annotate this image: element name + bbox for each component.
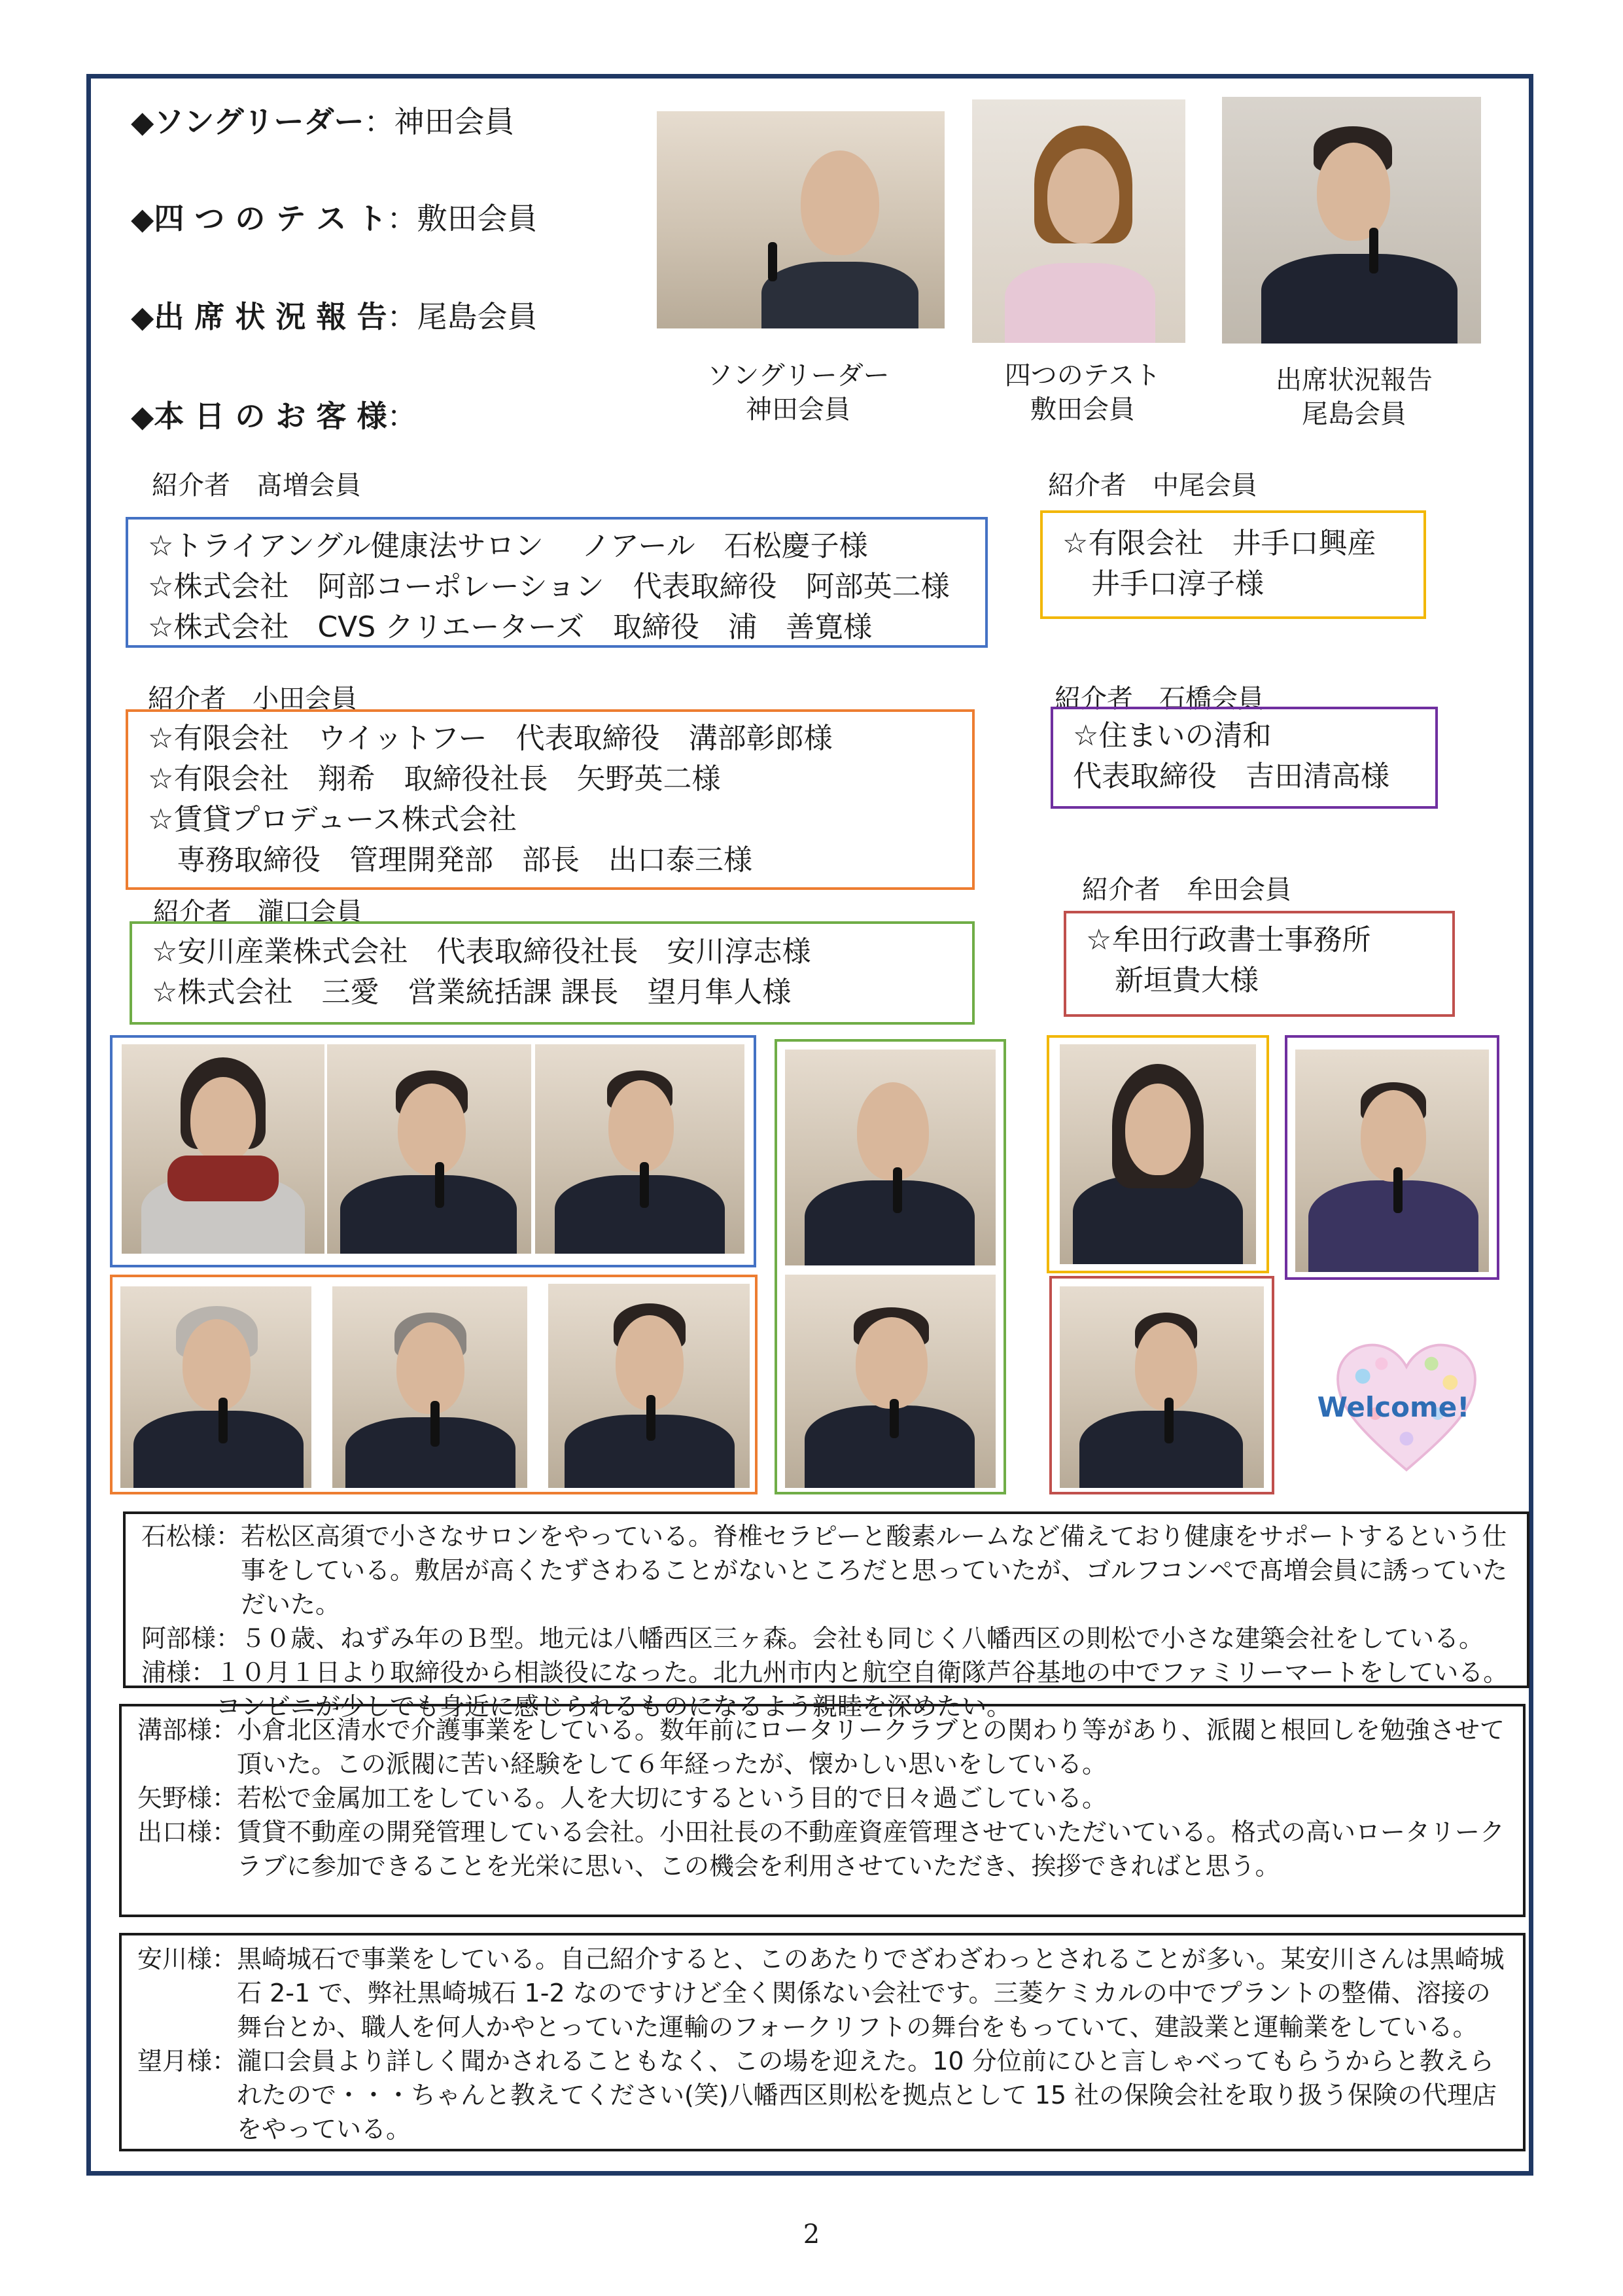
introducer-oda: 紹介者 小田会員 bbox=[148, 684, 357, 714]
guest-photo-mizobe bbox=[120, 1286, 311, 1488]
attendance-report-caption: 出席状況報告 尾島会員 bbox=[1276, 365, 1433, 429]
comment-row: 矢野様： 若松で金属加工をしている。人を大切にするという目的で日々過ごしている。 bbox=[137, 1784, 1108, 1812]
guest-box-nakao bbox=[1040, 510, 1426, 619]
guest-photo-yoshida bbox=[1295, 1050, 1489, 1272]
four-way-test-caption: 四つのテスト 敷田会員 bbox=[1004, 361, 1161, 425]
song-leader-caption: ソングリーダー 神田会員 bbox=[707, 361, 890, 425]
welcome-heart-image bbox=[1289, 1293, 1498, 1489]
attendance-report-photo bbox=[1222, 97, 1481, 344]
comment-row: 溝部様： 小倉北区清水で介護事業をしている。数年前にロータリークラブとの関わり等があり、派閥と根回しを勉強させて頂いた。この派閥に苦い経験をして６年経ったが、懐かしい思いをしている。 bbox=[137, 1716, 1505, 1778]
comment-row: 安川様： 黒崎城石で事業をしている。自己紹介すると、このあたりでざわざわっとされることが多い。某安川さんは黒崎城石 2-1 で、弊社黒崎城石 1-2 なのですけど全く関係ない会社です。三菱ケミカルの中でプラントの整備、溶接の舞台とか、職人を何人かやとっていた運輸のフォークリフトの舞台をもっていて、建設業と運輸業をしている。 bbox=[137, 1945, 1505, 2041]
guest-photo-abe bbox=[327, 1044, 531, 1254]
four-way-test-photo bbox=[972, 99, 1185, 343]
guest-photo-yano bbox=[332, 1286, 527, 1488]
guest-box-takiguchi bbox=[130, 921, 975, 1025]
song-leader-photo bbox=[657, 111, 945, 328]
introducer-muta: 紹介者 牟田会員 bbox=[1082, 875, 1291, 905]
page-number: 2 bbox=[803, 2219, 820, 2250]
guest-photo-ura bbox=[535, 1044, 744, 1254]
guest-line: 代表取締役 吉田清高様 bbox=[1073, 760, 1389, 793]
guest-line: ☆賃貸プロデュース株式会社 bbox=[148, 803, 517, 836]
guest-line: ☆有限会社 井手口興産 bbox=[1062, 527, 1376, 560]
welcome-text: Welcome! bbox=[1317, 1391, 1470, 1423]
guest-photo-deguchi bbox=[548, 1284, 750, 1488]
guest-line: ☆株式会社 三愛 営業統括課 課長 望月隼人様 bbox=[152, 976, 792, 1009]
guest-photo-mochizuki bbox=[785, 1275, 996, 1488]
guest-photo-yasukawa bbox=[785, 1050, 996, 1265]
guest-line: ☆株式会社 CVS クリエーターズ 取締役 浦 善寛様 bbox=[148, 610, 873, 644]
comments-box-takamasu bbox=[123, 1511, 1529, 1721]
introducer-takamasu: 紹介者 髙増会員 bbox=[152, 470, 361, 501]
comment-row: 阿部様： ５０歳、ねずみ年のＢ型。地元は八幡西区三ヶ森。会社も同じく八幡西区の則松で小さな建築会社をしている。 bbox=[141, 1624, 1484, 1653]
guest-line: 新垣貴大様 bbox=[1086, 964, 1259, 997]
guest-line: ☆有限会社 翔希 取締役社長 矢野英二様 bbox=[148, 762, 721, 796]
guest-photo-aragaki bbox=[1060, 1286, 1264, 1488]
role-four-way-test: ◆四 つ の テ ス ト：敷田会員 bbox=[131, 201, 538, 236]
role-attendance-report: ◆出 席 状 況 報 告：尾島会員 bbox=[131, 299, 538, 334]
role-guests-heading: ◆本 日 の お 客 様： bbox=[131, 398, 417, 434]
comments-box-oda bbox=[119, 1704, 1526, 1917]
comments-box-takiguchi bbox=[119, 1933, 1526, 2151]
introducer-nakao: 紹介者 中尾会員 bbox=[1048, 470, 1257, 501]
guest-photo-ideguchi bbox=[1060, 1044, 1256, 1264]
comment-row: 出口様： 賃貸不動産の開発管理している会社。小田社長の不動産資産管理させていただいている。格式の高いロータリークラブに参加できることを光栄に思い、この機会を利用させていただき、挨拶できればと思う。 bbox=[137, 1818, 1505, 1881]
guest-line: 専務取締役 管理開発部 部長 出口泰三様 bbox=[148, 843, 752, 877]
comment-row: 浦様： １０月１日より取締役から相談役になった。北九州市内と航空自衛隊芦谷基地の中でファミリーマートをしている。コンビニが少しでも身近に感じられるものになるよう親睦を深めたい。 bbox=[141, 1658, 1509, 1721]
guest-line: ☆牟田行政書士事務所 bbox=[1086, 923, 1371, 957]
introducer-takiguchi: 紹介者 瀧口会員 bbox=[153, 897, 362, 927]
comment-row: 望月様： 瀧口会員より詳しく聞かされることもなく、この場を迎えた。10 分位前にひと言しゃべってもらうからと教えられたので・・・ちゃんと教えてください(笑)八幡西区則松を拠点として 15 社の保険会社を取り扱う保険の代理店をやっている。 bbox=[137, 2047, 1497, 2144]
guest-box-ishibashi bbox=[1051, 707, 1438, 809]
guest-line: ☆トライアングル健康法サロン ノアール 石松慶子様 bbox=[148, 529, 868, 563]
comment-row: 石松様： 若松区高須で小さなサロンをやっている。脊椎セラピーと酸素ルームなど備えており健康をサポートするという仕事をしている。敷居が高くたずさわることがないところだと思っていたが、ゴルフコンペで髙増会員に誘っていただいた。 bbox=[141, 1522, 1508, 1619]
guest-box-muta bbox=[1064, 911, 1455, 1017]
guest-line: ☆住まいの清和 bbox=[1073, 719, 1272, 752]
guest-box-takamasu bbox=[126, 517, 988, 648]
role-song-leader: ◆ソングリーダー：神田会員 bbox=[131, 104, 515, 139]
guest-line: ☆有限会社 ウイットフー 代表取締役 溝部彰郎様 bbox=[148, 722, 833, 755]
introducer-ishibashi: 紹介者 石橋会員 bbox=[1055, 684, 1264, 714]
guest-box-oda bbox=[126, 709, 975, 890]
guest-photo-ishimatsu bbox=[122, 1044, 324, 1254]
guest-line: ☆株式会社 阿部コーポレーション 代表取締役 阿部英二様 bbox=[148, 570, 950, 603]
guest-line: ☆安川産業株式会社 代表取締役社長 安川淳志様 bbox=[152, 935, 811, 968]
guest-line: 井手口淳子様 bbox=[1062, 567, 1264, 601]
